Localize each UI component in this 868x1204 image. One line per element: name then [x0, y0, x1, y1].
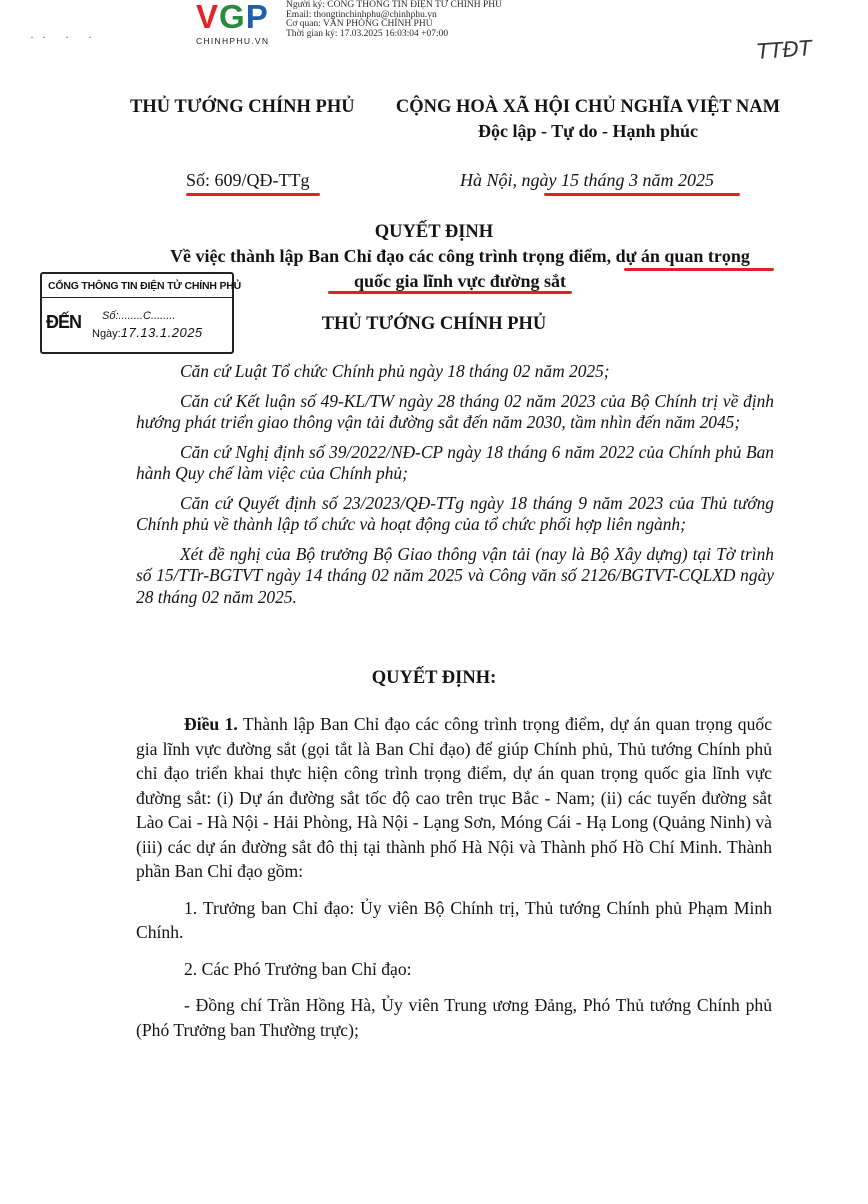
basis-paragraph: Căn cứ Kết luận số 49-KL/TW ngày 28 tháng 02 năm 2023 của Bộ Chính trị về định hướng phát triển giao thông vận tải đường sắt đến năm 2030, tầm nhìn đến năm 2045; — [136, 390, 774, 432]
decision-heading: QUYẾT ĐỊNH: — [371, 668, 497, 688]
logo-letter-p: P — [245, 0, 269, 35]
subtitle-line-2: quốc gia lĩnh vực đường sắt — [353, 271, 567, 291]
article-1-text: Thành lập Ban Chỉ đạo các công trình trọng điểm, dự án quan trọng quốc gia lĩnh vực đường sắt (gọi tắt là Ban Chỉ đạo) để giúp Chính phủ, Thủ tướng Chính phủ chỉ đạo triển khai thực hiện công trình trọng điểm, dự án quan trọng quốc gia lĩnh vực đường sắt: (i) Dự án đường sắt tốc độ cao trên trục Bắc - Nam; (ii) các tuyến đường sắt Lào Cai - Hà Nội - Hải Phòng, Hà Nội - Lạng Sơn, Móng Cái - Hạ Long (Quảng Ninh) và (iii) các dự án đường sắt đô thị tại thành phố Hà Nội và Thành phố Hồ Chí Minh. Thành phần Ban Chỉ đạo gồm: — [136, 714, 773, 881]
signature-agency: Cơ quan: VĂN PHÒNG CHÍNH PHỦ — [286, 19, 433, 30]
stamp-header: CỔNG THÔNG TIN ĐIỆN TỬ CHÍNH PHỦ — [42, 274, 232, 298]
national-motto: Độc lập - Tự do - Hạnh phúc — [477, 121, 699, 141]
basis-paragraph: Căn cứ Luật Tổ chức Chính phủ ngày 18 tháng 02 năm 2025; — [180, 361, 610, 381]
handwritten-mark: TTĐT — [756, 36, 813, 64]
nation-name: CỘNG HOÀ XÃ HỘI CHỦ NGHĨA VIỆT NAM — [395, 97, 781, 117]
signature-signer: Người ký: CỔNG THÔNG TIN ĐIỆN TỬ CHÍNH PHỦ — [286, 0, 502, 10]
subtitle-underline-1 — [624, 268, 774, 271]
number-underline — [186, 193, 320, 196]
logo-letter-g: G — [219, 0, 246, 35]
stamp-number-value: ........C........ — [118, 310, 176, 322]
signature-time: Thời gian ký: 17.03.2025 16:03:04 +07:00 — [286, 28, 449, 39]
basis-paragraph: Căn cứ Quyết định số 23/2023/QĐ-TTg ngày 18 tháng 9 năm 2023 của Thủ tướng Chính phủ về thành lập tổ chức và hoạt động của tổ chức phối hợp liên ngành; — [136, 492, 774, 534]
logo-subtitle: CHINHPHU.VN — [196, 36, 270, 46]
article-1 — [136, 712, 772, 884]
article-1-label: Điều 1. — [184, 714, 238, 734]
legal-basis — [136, 361, 774, 608]
list-item: 2. Các Phó Trưởng ban Chỉ đạo: — [184, 958, 412, 979]
date-underline — [544, 193, 740, 196]
issuing-agency: THỦ TƯỚNG CHÍNH PHỦ — [130, 97, 355, 117]
decision-body — [136, 712, 772, 1042]
basis-paragraph: Xét đề nghị của Bộ trưởng Bộ Giao thông vận tải (nay là Bộ Xây dựng) tại Tờ trình số 15/TTr-BGTVT ngày 14 tháng 02 năm 2025 và Công văn số 2126/BGTVT-CQLXD ngày 28 tháng 02 năm 2025. — [136, 543, 774, 607]
scan-specks: ·· · · — [30, 30, 100, 44]
subtitle-line-1: Về việc thành lập Ban Chỉ đạo các công trình trọng điểm, dự án quan trọng — [170, 246, 750, 266]
stamp-number-label: Số: — [102, 310, 119, 322]
list-item: - Đồng chí Trần Hồng Hà, Ủy viên Trung ương Đảng, Phó Thủ tướng Chính phủ (Phó Trưởng ban Thường trực); — [136, 995, 772, 1040]
document-title: QUYẾT ĐỊNH — [374, 222, 494, 242]
stamp-date-label: Ngày: — [92, 328, 121, 340]
subtitle-underline-2 — [328, 291, 572, 294]
digital-signature — [286, 1, 502, 39]
logo-mark — [196, 0, 269, 34]
stamp-den: ĐẾN — [46, 312, 82, 332]
logo-letter-v: V — [196, 0, 220, 35]
vgp-logo — [196, 0, 269, 46]
issue-date: Hà Nội, ngày 15 tháng 3 năm 2025 — [460, 170, 714, 190]
document-number: Số: 609/QĐ-TTg — [186, 170, 310, 190]
list-item: 1. Trưởng ban Chỉ đạo: Ủy viên Bộ Chính trị, Thủ tướng Chính phủ Phạm Minh Chính. — [136, 897, 772, 942]
authority-heading: THỦ TƯỚNG CHÍNH PHỦ — [321, 314, 547, 334]
received-stamp — [40, 272, 242, 354]
signature-email: Email: thongtinchinhphu@chinhphu.vn — [286, 9, 437, 20]
stamp-date-value: 17.13.1.2025 — [120, 325, 203, 340]
basis-paragraph: Căn cứ Nghị định số 39/2022/NĐ-CP ngày 18 tháng 6 năm 2022 của Chính phủ Ban hành Quy chế làm việc của Chính phủ; — [136, 441, 774, 483]
national-header — [389, 97, 787, 142]
